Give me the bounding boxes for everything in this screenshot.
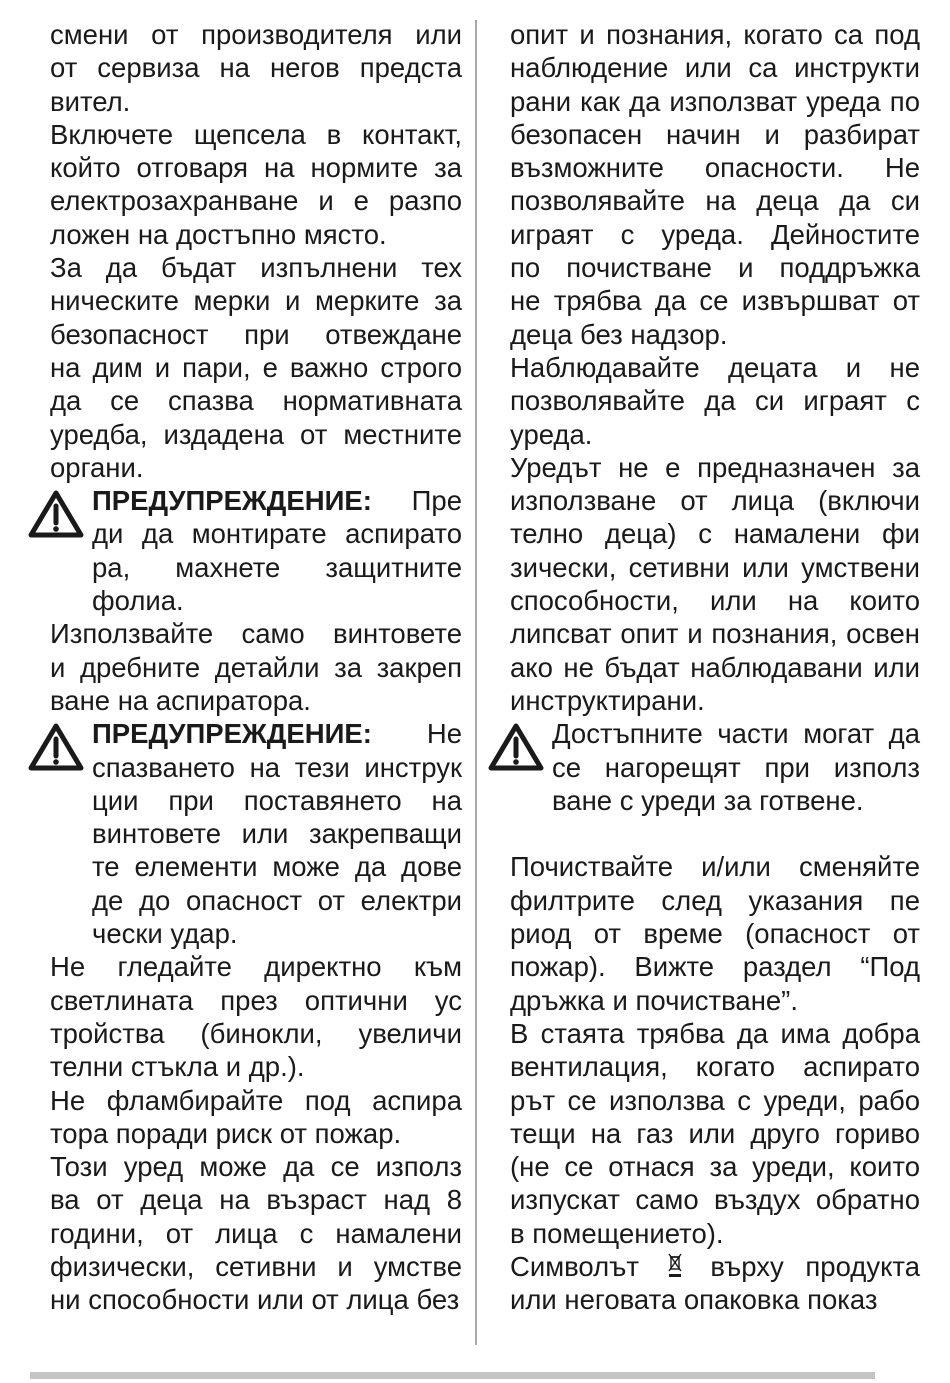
- text-line: риод от време (опасност от: [510, 918, 920, 950]
- text-line: ване с уреди за готвене.: [552, 784, 864, 816]
- text-line: ване на аспиратора.: [50, 684, 311, 716]
- text-line: вител.: [50, 85, 131, 117]
- text-line: телни стъкла и др.).: [50, 1051, 305, 1083]
- text-line: инструктирани.: [510, 684, 705, 716]
- paragraph: [510, 351, 920, 451]
- text-line: филтрите след указания пе: [510, 884, 920, 916]
- text-line: винтовете или закрепващи: [92, 818, 462, 850]
- hot-surface-warning: [510, 717, 920, 817]
- text-line: смени от производителя или: [50, 19, 462, 50]
- text-line: Включете щепсела в контакт,: [50, 118, 462, 150]
- paragraph: [510, 1017, 920, 1250]
- text-line: уреда.: [510, 418, 593, 450]
- text-line: опит и познания, когато са под: [510, 19, 920, 50]
- text-line: уредба, издадена от местните: [50, 418, 462, 450]
- text-line: ническите мерки и мерките за: [50, 285, 462, 317]
- text-line: или неговата опаковка показ: [510, 1284, 878, 1316]
- text-line: те елементи може да дове: [92, 851, 462, 883]
- warning-triangle-icon: [488, 723, 544, 771]
- text-line: спазването на тези инструк: [92, 751, 462, 783]
- text-line: тройства (бинокли, увеличи: [50, 1017, 462, 1049]
- text-line: наблюдение или са инструкти: [510, 52, 920, 84]
- text-line: физически, сетивни и умстве: [50, 1250, 462, 1282]
- text-line: (не се отнася за уреди, които: [510, 1151, 920, 1183]
- left-column: [50, 18, 462, 1317]
- text-line: де до опасност от електри: [92, 884, 462, 916]
- text-line: ции при поставянето на: [92, 784, 462, 816]
- paragraph: [50, 18, 462, 118]
- symbol-word: Символът: [510, 1250, 639, 1282]
- paragraph: [50, 1084, 462, 1151]
- paragraph: [50, 1150, 462, 1316]
- warning-first-text: Пре: [411, 485, 462, 517]
- text-line: рът се използва с уреди, рабо: [510, 1084, 920, 1116]
- text-line: и дребните детайли за закреп: [50, 651, 462, 683]
- text-line: тещи на газ или друго гориво: [510, 1117, 920, 1149]
- text-line: дръжка и почистване”.: [510, 984, 798, 1016]
- text-line: липсват опит и познания, освен: [510, 618, 920, 650]
- text-line: ложен на достъпно място.: [50, 218, 387, 250]
- paragraph: [510, 451, 920, 717]
- text-line: Почиствайте и/или сменяйте: [510, 851, 920, 883]
- text-line: ди да монтирате аспирато: [92, 518, 462, 550]
- text-line: електрозахранване и е разпо: [50, 185, 462, 217]
- warning-triangle-icon: [28, 490, 84, 538]
- warning-triangle-icon: [28, 723, 84, 771]
- text-line: рани как да използват уреда по: [510, 85, 920, 117]
- text-line: светлината през оптични ус: [50, 984, 462, 1016]
- text-line: възможните опасности. Не: [510, 152, 920, 184]
- paragraph: [50, 251, 462, 484]
- text-line: тора поради риск от пожар.: [50, 1117, 402, 1149]
- warning-first-line: [92, 717, 462, 750]
- text-line: зически, сетивни или умствени: [510, 551, 920, 583]
- warning-first-line: [92, 484, 462, 517]
- text-line: играят с уреда. Дейностите: [510, 218, 920, 250]
- footer-rule: [30, 1372, 875, 1379]
- text-line: телно деца) с намалени фи: [510, 518, 920, 550]
- text-line: Уредът не е предназначен за: [510, 451, 920, 483]
- text-line: вентилация, когато аспирато: [510, 1051, 920, 1083]
- text-line: Не гледайте директно към: [50, 951, 462, 983]
- warning-first-text: Не: [426, 718, 462, 750]
- symbol-tail: върху продукта: [710, 1250, 921, 1282]
- spacer: [510, 817, 920, 850]
- text-line: по почистване и поддръжка: [510, 252, 920, 284]
- text-line: чески удар.: [92, 918, 238, 950]
- crossed-bin-icon: [667, 1253, 683, 1279]
- text-line: ни способности или от лица без: [50, 1284, 460, 1316]
- text-line: ако не бъдат наблюдавани или: [510, 651, 920, 683]
- text-line: Този уред може да се използ: [50, 1151, 462, 1183]
- text-line: фолиа.: [92, 585, 184, 617]
- paragraph: [50, 118, 462, 251]
- column-divider: [475, 20, 477, 1345]
- text-line: ра, махнете защитните: [92, 551, 462, 583]
- text-line: години, от лица с намалени: [50, 1217, 462, 1249]
- text-line: използване от лица (включи: [510, 485, 920, 517]
- text-line: не трябва да се извършват от: [510, 285, 920, 317]
- text-line: изпускат само въздух обратно: [510, 1184, 920, 1216]
- right-column: [510, 18, 920, 1317]
- warning-label: ПРЕДУПРЕЖДЕНИЕ:: [92, 485, 372, 517]
- text-line: Използвайте само винтовете: [50, 618, 462, 650]
- text-line: ва от деца на възраст над 8: [50, 1184, 462, 1216]
- text-line: деца без надзор.: [510, 318, 728, 350]
- text-line: В стаята трябва да има добра: [510, 1017, 920, 1049]
- paragraph: [50, 617, 462, 717]
- text-line: в помещението).: [510, 1217, 724, 1249]
- text-line: на дим и пари, е важно строго: [50, 351, 462, 383]
- text-line: безопасност при отвеждане: [50, 318, 462, 350]
- text-line: [510, 1250, 920, 1283]
- text-line: органи.: [50, 451, 144, 483]
- text-line: Не фламбирайте под аспира: [50, 1084, 462, 1116]
- text-line: Наблюдавайте децата и не: [510, 351, 920, 383]
- text-line: се нагорещят при използ: [552, 751, 920, 783]
- paragraph: [510, 850, 920, 1016]
- text-line: който отговаря на нормите за: [50, 152, 462, 184]
- text-line: позволявайте на деца да си: [510, 185, 920, 217]
- text-line: позволявайте да си играят с: [510, 385, 920, 417]
- warning-block: [50, 484, 462, 617]
- disposal-paragraph: [510, 1250, 920, 1317]
- text-line: пожар). Вижте раздел “Под: [510, 951, 920, 983]
- paragraph: [510, 18, 920, 351]
- text-line: За да бъдат изпълнени тех: [50, 252, 462, 284]
- text-line: от сервиза на негов предста: [50, 52, 462, 84]
- warning-label: ПРЕДУПРЕЖДЕНИЕ:: [92, 718, 372, 750]
- text-line: да се спазва нормативната: [50, 385, 462, 417]
- text-line: способности, или на които: [510, 585, 920, 617]
- text-line: Достъпните части могат да: [552, 718, 920, 750]
- warning-block: [50, 717, 462, 950]
- paragraph: [50, 950, 462, 1083]
- text-line: безопасен начин и разбират: [510, 118, 920, 150]
